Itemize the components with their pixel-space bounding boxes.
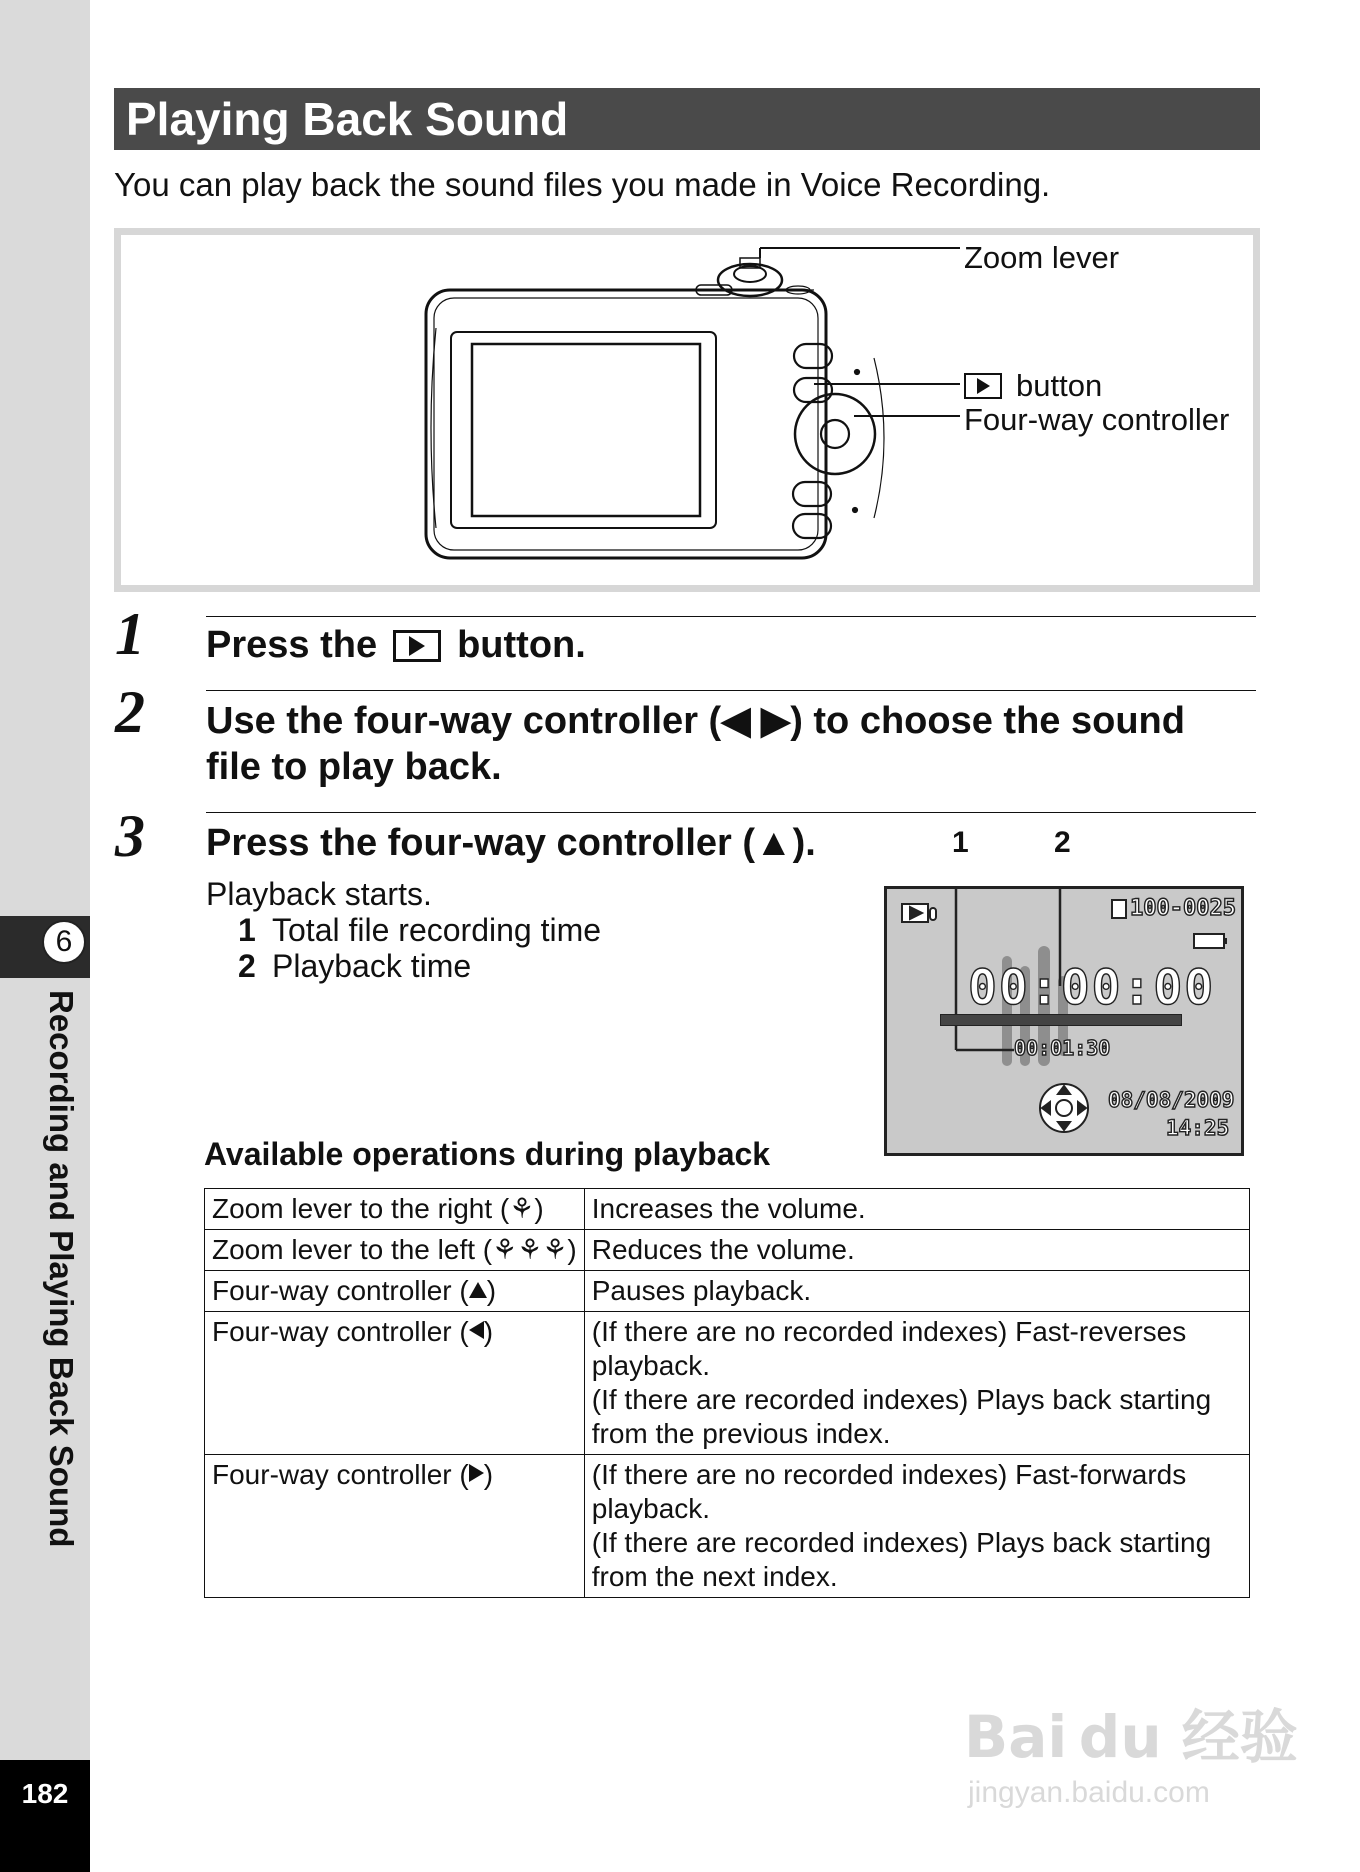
description-cell [584,1455,1249,1598]
description-line: Reduces the volume. [591,1234,855,1265]
control-label: Four-way controller ( [212,1459,469,1490]
description-line: (If there are recorded indexes) Plays back starting [591,1527,1212,1558]
watermark-url: jingyan.baidu.com [968,1776,1210,1809]
description-cell [584,1312,1249,1455]
step-divider [206,812,1256,813]
step-1-text-before: Press the [206,624,378,666]
chapter-number-badge: 6 [42,920,86,964]
lcd-clock: 14:25 [1166,1116,1230,1140]
watermark-logo: Bai du 经验 [964,1703,1298,1771]
control-label-suffix: ) [483,1459,494,1490]
lcd-callout-2: 2 [1054,826,1071,859]
description-line: (If there are recorded indexes) Plays back starting [591,1384,1212,1415]
control-label-suffix: ) [483,1316,494,1347]
description-line: Pauses playback. [591,1275,812,1306]
step-3-instruction: Press the four-way controller (▲). [206,822,816,864]
arrow-up-icon [469,1282,487,1298]
step-number-3: 3 [115,803,145,869]
control-label: Four-way controller ( [212,1316,469,1347]
legend-number: 1 [238,912,256,948]
table-row [205,1189,1250,1230]
legend-text: Playback time [272,948,472,984]
arrow-right-icon [469,1464,484,1482]
description-line: playback. [591,1493,711,1524]
legend-item-2 [238,948,471,985]
table-row [205,1455,1250,1598]
intro-paragraph: You can play back the sound files you made in Voice Recording. [114,166,1051,203]
chapter-title: Recording and Playing Back Sound [43,990,80,1548]
table-row [205,1312,1250,1455]
page-number: 182 [21,1778,69,1809]
play-icon [964,373,1002,399]
control-cell: Zoom lever to the right (⚘) [205,1189,585,1230]
lcd-date: 08/08/2009 [1108,1088,1235,1112]
description-cell [584,1271,1249,1312]
lcd-playback-time: 00:00:00 [968,960,1216,1016]
table-row [205,1271,1250,1312]
step-divider [206,616,1256,617]
lcd-file-number: 100-0025 [1130,896,1236,921]
page-title: Playing Back Sound [126,93,569,145]
control-cell [205,1271,585,1312]
control-label: Four-way controller ( [212,1275,469,1306]
control-label-suffix: ) [486,1275,497,1306]
operations-heading: Available operations during playback [204,1136,771,1172]
step-2-instruction-line-2: file to play back. [206,746,502,788]
description-cell [584,1189,1249,1230]
table-row [205,1230,1250,1271]
description-line: (If there are no recorded indexes) Fast-forwards [591,1459,1187,1490]
arrow-left-icon [469,1321,484,1339]
description-line: from the previous index. [591,1418,891,1449]
control-cell: Zoom lever to the left (⚘⚘⚘) [205,1230,585,1271]
play-icon [393,630,441,662]
callout-zoom-lever: Zoom lever [964,240,1120,275]
legend-number: 2 [238,948,256,984]
callout-play-button [964,368,1102,404]
legend-text: Total file recording time [272,912,602,948]
operations-table [204,1188,1250,1598]
lcd-total-time: 00:01:30 [1014,1036,1111,1060]
description-line: Increases the volume. [591,1193,866,1224]
step-1-text-after: button. [457,624,586,666]
control-cell [205,1455,585,1598]
step-divider [206,690,1256,691]
description-line: (If there are no recorded indexes) Fast-reverses [591,1316,1187,1347]
step-number-1: 1 [115,601,145,667]
description-cell [584,1230,1249,1271]
description-line: from the next index. [591,1561,838,1592]
playback-starts-text: Playback starts. [206,876,432,912]
page-number-box [0,1760,90,1872]
step-number-2: 2 [115,679,145,745]
legend-item-1 [238,912,601,949]
callout-four-way-controller: Four-way controller [964,402,1230,437]
control-cell [205,1312,585,1455]
step-1-instruction [206,624,586,667]
description-line: playback. [591,1350,711,1381]
callout-play-label: button [1016,368,1103,403]
lcd-callout-1: 1 [952,826,969,859]
step-2-instruction-line-1: Use the four-way controller (◀ ▶) to choose the sound [206,700,1185,742]
